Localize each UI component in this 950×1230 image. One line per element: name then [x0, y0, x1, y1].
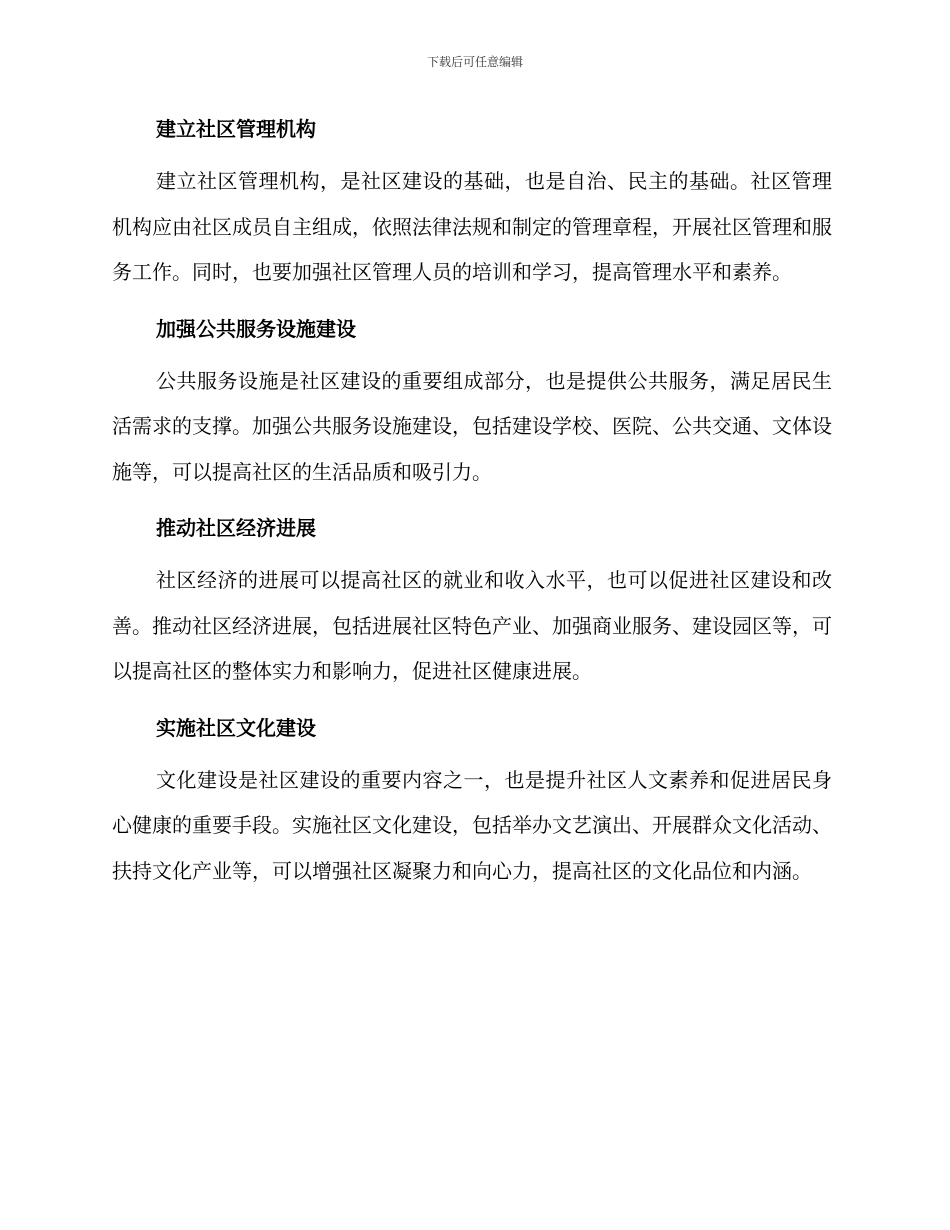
section-paragraph: 公共服务设施是社区建设的重要组成部分，也是提供公共服务，满足居民生活需求的支撑。加强公共服务设施建设，包括建设学校、医院、公共交通、文体设施等，可以提高社区的生活品质和吸引力。 [112, 368, 832, 484]
document-body [112, 111, 832, 909]
page-header: 下载后可任意编辑 [426, 55, 523, 69]
section-culture [112, 710, 832, 895]
section-heading: 加强公共服务设施建设 [156, 316, 356, 341]
section-management [112, 111, 832, 296]
section-economy [112, 510, 832, 695]
section-paragraph: 社区经济的进展可以提高社区的就业和收入水平，也可以促进社区建设和改善。推动社区经济进展，包括进展社区特色产业、加强商业服务、建设园区等，可以提高社区的整体实力和影响力，促进社区健康进展。 [112, 568, 832, 683]
section-heading: 建立社区管理机构 [156, 117, 316, 141]
section-public-facilities [112, 311, 832, 496]
section-heading: 推动社区经济进展 [156, 516, 316, 540]
section-heading: 实施社区文化建设 [156, 715, 316, 740]
section-paragraph: 建立社区管理机构，是社区建设的基础，也是自治、民主的基础。社区管理机构应由社区成员自主组成，依照法律法规和制定的管理章程，开展社区管理和服务工作。同时，也要加强社区管理人员的培训和学习，提高管理水平和素养。 [112, 169, 832, 284]
section-paragraph: 文化建设是社区建设的重要内容之一，也是提升社区人文素养和促进居民身心健康的重要手段。实施社区文化建设，包括举办文艺演出、开展群众文化活动、扶持文化产业等，可以增强社区凝聚力和向心力，提高社区的文化品位和内涵。 [112, 767, 832, 883]
